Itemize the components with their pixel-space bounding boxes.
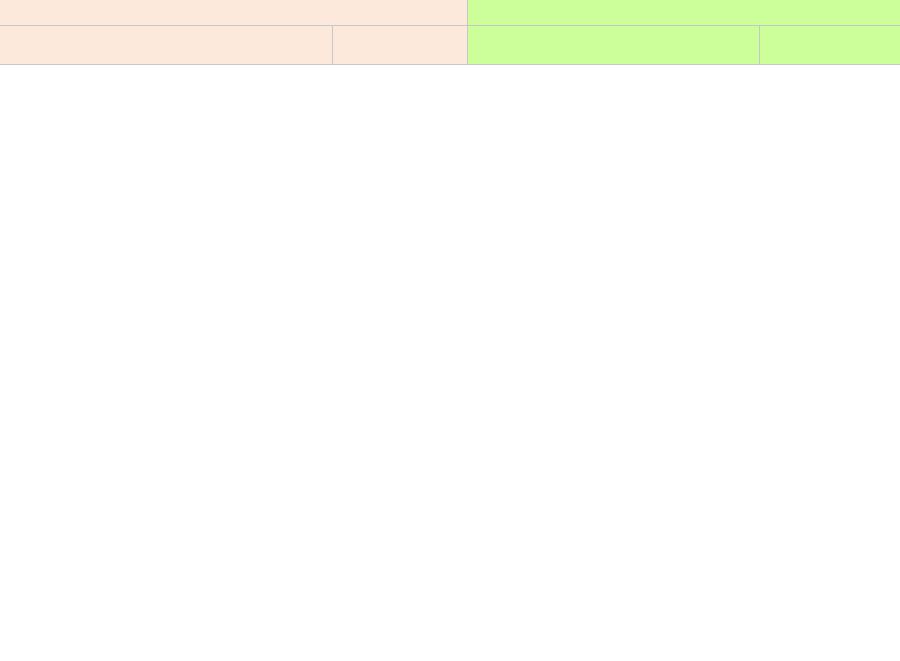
title-row — [0, 0, 900, 26]
left-title — [0, 0, 467, 4]
header-dishes-right[interactable] — [468, 26, 760, 65]
right-title — [468, 0, 900, 4]
header-dishes-left[interactable] — [0, 26, 333, 65]
header-calories-left[interactable] — [333, 26, 468, 65]
title-left-cell[interactable] — [0, 0, 468, 26]
header-calories-right[interactable] — [760, 26, 900, 65]
title-right-cell[interactable] — [468, 0, 900, 26]
header-row — [0, 26, 900, 65]
